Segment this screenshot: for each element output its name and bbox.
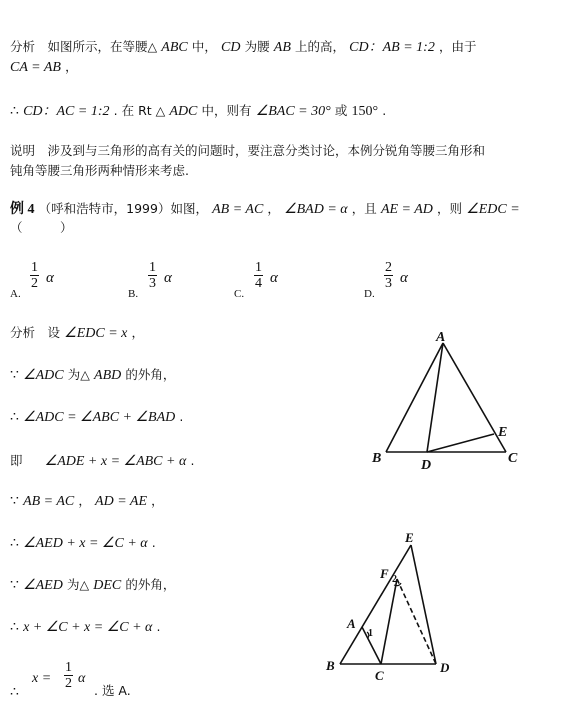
segment-ab [386,343,443,452]
label-e: E [405,530,414,545]
numerator: 1 [255,260,262,275]
note-line-1: 说明 涉及到与三角形的高有关的问题时，要注意分类讨论，本例分锐角等腰三角形和 [10,143,486,158]
equality-ca-ab: CA = AB [10,60,61,75]
because-symbol: ∵ [10,368,19,383]
because-symbol: ∵ [10,494,19,509]
segment-fd-dashed [397,579,436,664]
denominator: 2 [65,676,72,691]
line-end: . [179,409,184,424]
label-e: E [498,425,508,440]
triangle-abc: ABC [161,40,188,55]
figure-1-lines [386,343,506,452]
or-text: 或 [334,103,348,118]
option-label: A. [10,288,21,300]
numerator: 1 [31,260,38,275]
example-source: （呼和浩特市，1999）如图， [38,201,208,216]
label-c: C [375,668,384,683]
solution-line-2 [10,366,175,385]
option-fraction [254,260,263,291]
numerator: 1 [65,660,72,675]
option-fraction [148,260,157,291]
angle-1-arc [367,632,369,638]
exterior-angle-text: 的外角， [125,577,176,592]
angle-equation: x + ∠C + x = ∠C + α [23,620,153,635]
angle-equation: ∠ADE + x = ∠ABC + α [44,454,187,469]
figure-1-labels [371,330,518,473]
figure-2-labels [325,530,450,683]
separator: ，则 [437,201,463,216]
solution-line-1 [10,324,144,343]
alpha-symbol: α [46,270,54,286]
segment-ac [443,343,506,452]
separator: ，且 [351,201,377,216]
option-fraction [30,260,39,291]
angle-equation: ∠AED + x = ∠C + α [23,536,148,551]
condition-bad: ∠BAD = α [284,202,348,217]
line-3-end: . [382,103,387,118]
analysis-text-1: 分析 如图所示，在等腰△ [10,39,158,54]
x-equals: x = [32,671,52,686]
segment-ed [411,545,436,664]
line-end: . [156,619,161,634]
is-triangle-text: 为△ [66,577,90,592]
alpha-symbol: α [78,671,86,686]
analysis-line-2 [10,58,78,77]
label-a: A [436,330,446,345]
alpha-symbol: α [164,270,172,286]
segment-cd: CD [221,40,241,55]
line-end: ， [131,325,145,340]
is-triangle-text: 为△ [67,367,90,382]
select-answer-text: . 选 A. [94,683,131,698]
line-end: . [151,535,156,550]
analysis-line-1 [10,38,477,57]
label-f: F [380,566,389,581]
question-edc: ∠EDC = [466,202,520,217]
label-c: C [508,451,518,466]
triangle-dec: DEC [93,578,122,593]
therefore-symbol: ∴ [10,104,19,119]
angle-label-2: 2 [392,574,397,585]
segment-de [427,434,494,452]
therefore-symbol: ∴ [10,685,19,700]
answer-blank: （ ） [10,220,73,235]
condition-ae-ad: AE = AD [380,202,433,217]
angle-equation: ∠ADC = ∠ABC + ∠BAD [23,410,176,425]
numerator: 1 [149,260,156,275]
segment-cf [381,579,397,664]
solution-intro: 分析 设 [10,325,61,340]
answer-fraction [64,660,73,691]
therefore-symbol: ∴ [10,536,19,551]
denominator: 4 [255,276,262,291]
let-edc-x: ∠EDC = x [64,326,128,341]
example-label: 例 4 [10,202,35,217]
namely-text: 即 [10,453,23,468]
note-line-2: 钝角等腰三角形两种情形来考虑. [10,163,189,178]
alpha-symbol: α [270,270,278,286]
numerator: 2 [385,260,392,275]
denominator: 3 [385,276,392,291]
solution-line-6 [10,534,156,553]
line-end: ， [151,493,164,508]
analysis-text-5: ，由于 [438,39,477,54]
angle-label-1: 1 [368,628,373,639]
solution-line-4 [10,452,194,471]
analysis-text-3: 为腰 [244,39,270,54]
ratio-cd-ac: CD：AC = 1:2 [23,104,110,119]
angle-2-arc [394,583,401,586]
equality-ad-ae: AD = AE [95,494,148,509]
ratio-expression: CD：AB = 1:2 [349,40,435,55]
triangle-adc: ADC [169,104,198,119]
denominator: 2 [31,276,38,291]
segment-ad [427,343,443,452]
triangle-abd: ABD [94,368,122,383]
analysis-line-3 [10,102,386,121]
angle-alt-value: 150° [351,104,379,119]
option-fraction [384,260,393,291]
solution-line-5 [10,492,164,511]
label-d: D [440,660,450,675]
analysis-text-2: 中， [191,39,217,54]
then-text: 中，则有 [201,103,252,118]
segment-ac [362,627,381,664]
label-a: A [347,616,356,631]
label-b: B [372,451,382,466]
alpha-symbol: α [400,270,408,286]
solution-line-3 [10,408,183,427]
label-d: D [421,458,432,473]
analysis-text-4: 上的高， [295,39,346,54]
separator: ， [267,201,280,216]
label-b: B [326,658,335,673]
option-label: C. [234,288,245,300]
equality-ab-ac: AB = AC [23,494,75,509]
exterior-angle-text: 的外角， [125,367,176,382]
angle-bac: ∠BAC = 30° [255,104,331,119]
because-symbol: ∵ [10,578,19,593]
rt-text: . 在 Rt △ [113,103,166,118]
option-label: D. [364,288,375,300]
segment-ab: AB [273,40,291,55]
therefore-symbol: ∴ [10,620,19,635]
analysis-line-2-tail: ， [65,59,78,74]
condition-ab-ac: AB = AC [212,202,264,217]
separator: ， [78,493,91,508]
angle-adc: ∠ADC [23,368,64,383]
option-label: B. [128,288,139,300]
figure-2-lines [340,545,436,664]
segment-be [340,545,411,664]
solution-line-8 [10,618,161,637]
angle-aed: ∠AED [23,578,63,593]
denominator: 3 [149,276,156,291]
therefore-symbol: ∴ [10,410,19,425]
solution-line-7 [10,576,175,595]
line-end: . [190,453,195,468]
example-4-question [10,200,520,219]
